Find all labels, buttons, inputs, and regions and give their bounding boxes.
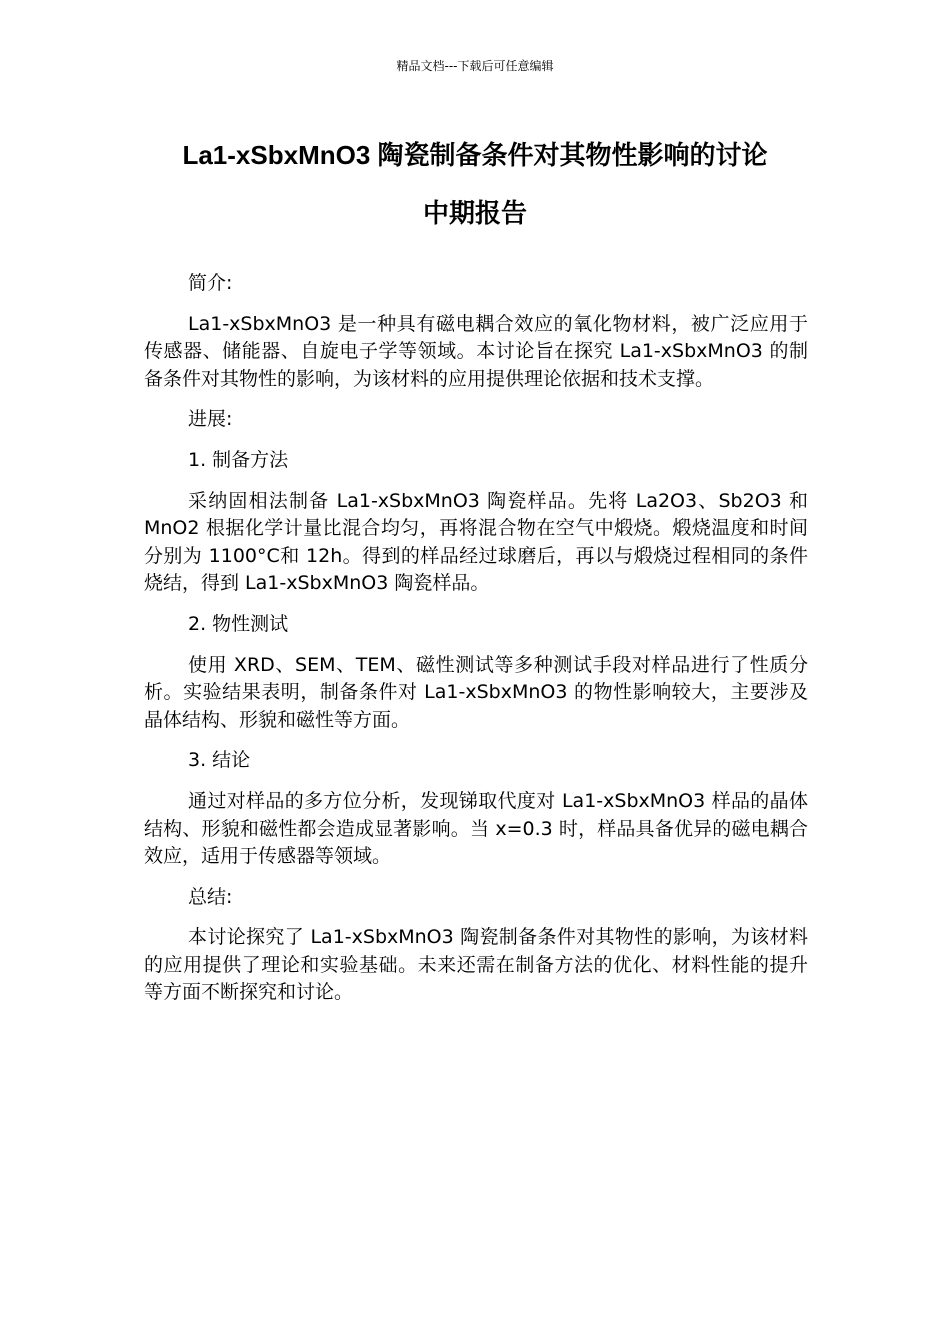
- intro-paragraph: La1-xSbxMnO3 是一种具有磁电耦合效应的氧化物材料，被广泛应用于传感器、储能器、自旋电子学等领域。本讨论旨在探究 La1-xSbxMnO3 的制备条件对其物性的影响，为该材料的应用提供理论依据和技术支撑。: [144, 312, 808, 390]
- testing-paragraph: 使用 XRD、SEM、TEM、磁性测试等多种测试手段对样品进行了性质分析。实验结果表明，制备条件对 La1-xSbxMnO3 的物性影响较大，主要涉及晶体结构、形貌和磁性等方面。: [144, 653, 808, 731]
- section-heading-intro: 简介:: [188, 272, 233, 294]
- section-heading-progress: 进展:: [188, 408, 233, 431]
- header-note: 精品文档---下载后可任意编辑: [396, 59, 554, 73]
- document-title: La1-xSbxMnO3 陶瓷制备条件对其物性影响的讨论: [182, 140, 768, 170]
- summary-paragraph: 本讨论探究了 La1-xSbxMnO3 陶瓷制备条件对其物性的影响，为该材料的应用提供了理论和实验基础。未来还需在制备方法的优化、材料性能的提升等方面不断探究和讨论。: [144, 926, 808, 1004]
- section-heading-summary: 总结:: [188, 885, 233, 908]
- subheading-testing: 2. 物性测试: [188, 612, 289, 635]
- subheading-method: 1. 制备方法: [188, 448, 289, 471]
- method-paragraph: 采纳固相法制备 La1-xSbxMnO3 陶瓷样品。先将 La2O3、Sb2O3 和 MnO2 根据化学计量比混合均匀，再将混合物在空气中煅烧。煅烧温度和时间分别为 1100°C和 12h。得到的样品经过球磨后，再以与煅烧过程相同的条件烧结，得到 La1-xSbxMnO3 陶瓷样品。: [144, 489, 808, 595]
- document-subtitle: 中期报告: [422, 198, 527, 228]
- conclusion-paragraph: 通过对样品的多方位分析，发现锑取代度对 La1-xSbxMnO3 样品的晶体结构、形貌和磁性都会造成显著影响。当 x=0.3 时，样品具备优异的磁电耦合效应，适用于传感器等领域。: [144, 789, 808, 868]
- subheading-conclusion: 3. 结论: [188, 749, 251, 772]
- document-body: [144, 270, 808, 1020]
